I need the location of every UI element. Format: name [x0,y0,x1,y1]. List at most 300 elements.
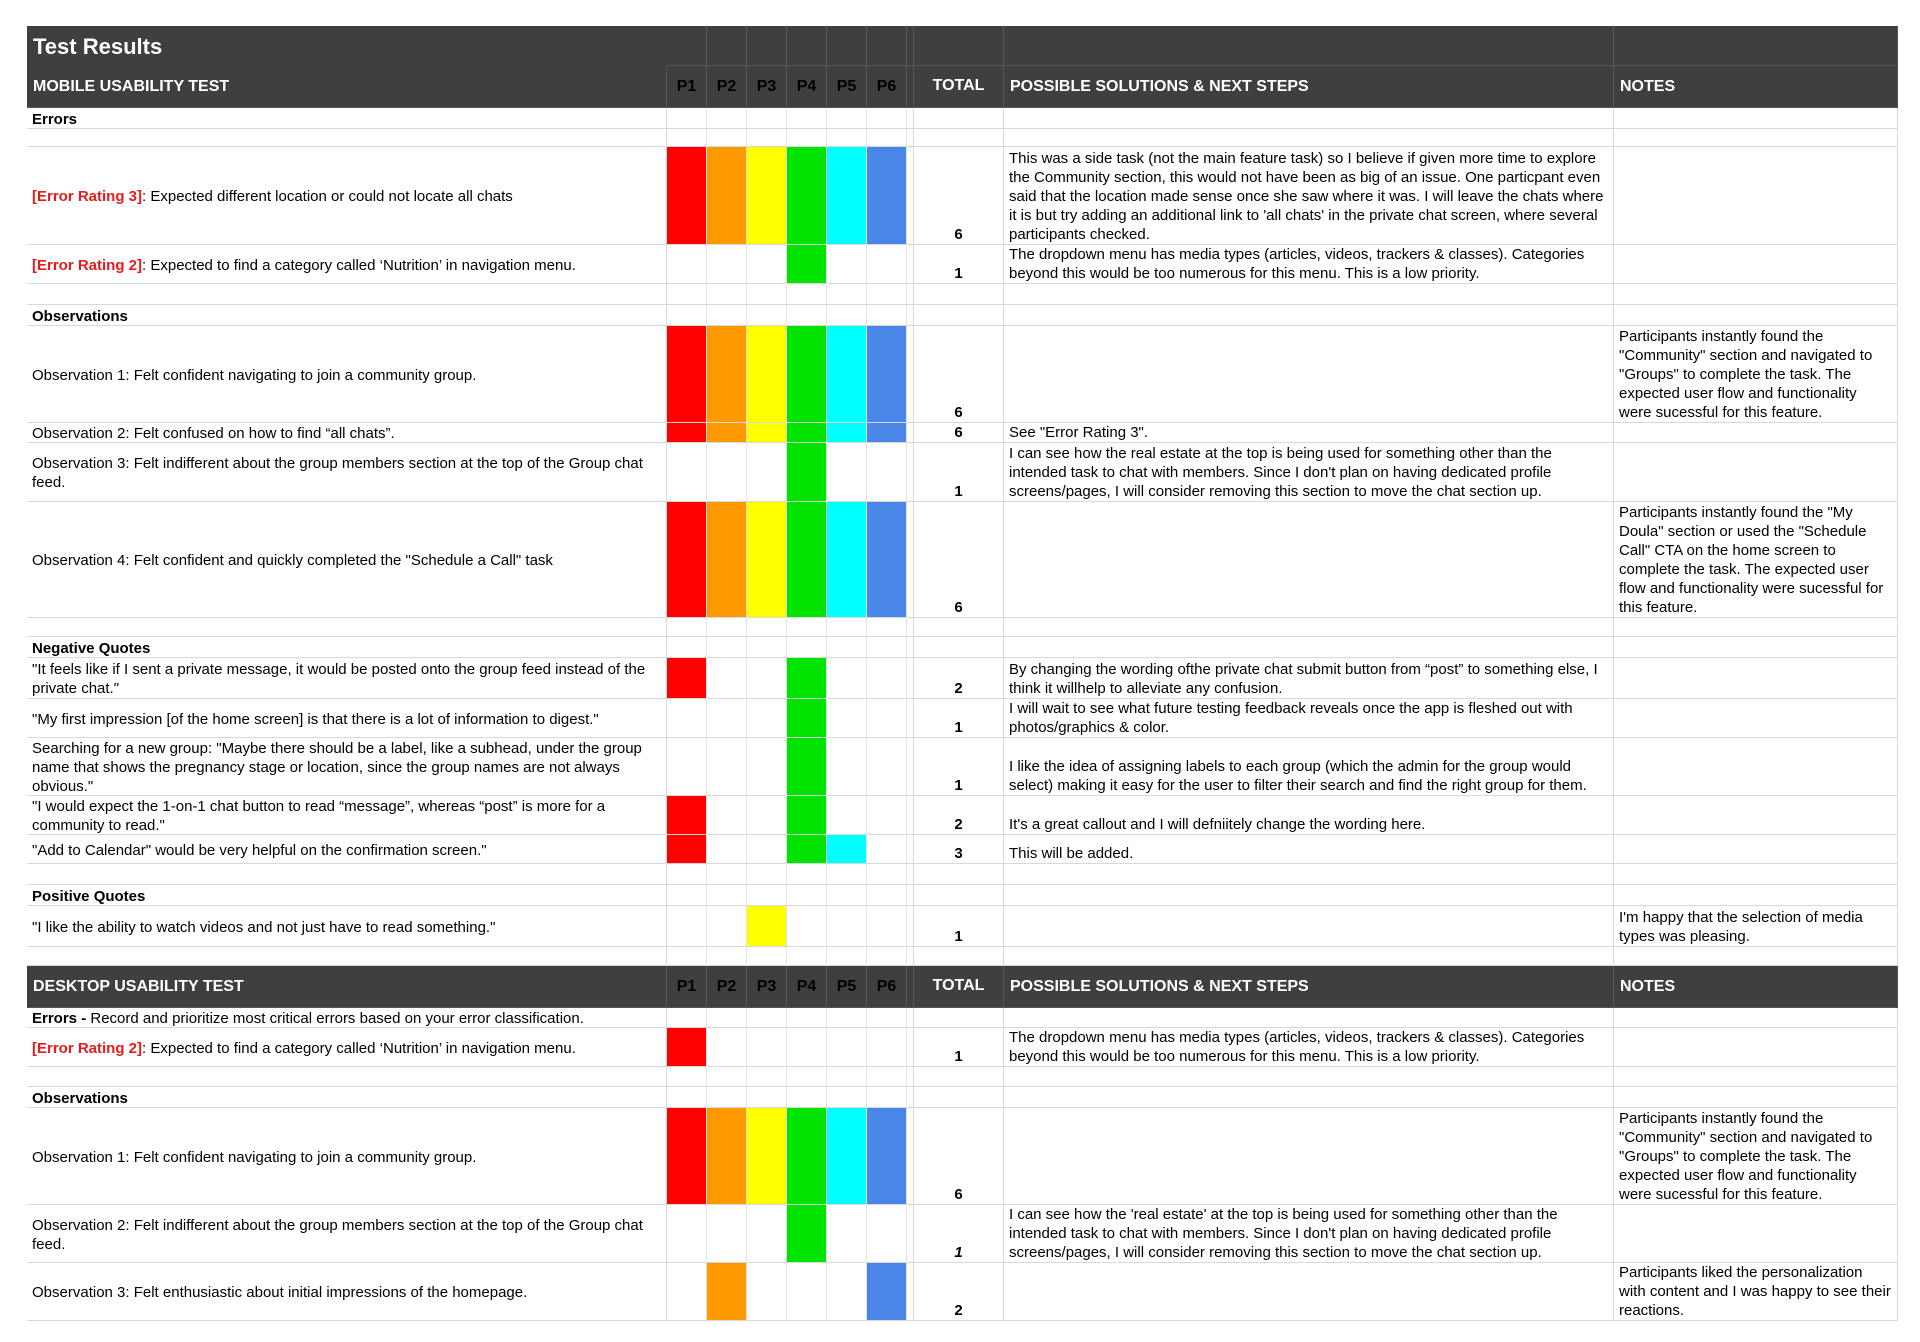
participant-p3-mark[interactable] [747,658,787,699]
participant-p6-mark[interactable] [867,658,907,699]
participant-cell[interactable] [787,284,827,305]
participant-p2-mark[interactable] [707,423,747,443]
participant-p1-mark[interactable] [667,796,707,835]
participant-cell[interactable] [747,1008,787,1028]
gap-cell[interactable] [907,1087,914,1108]
notes-cell[interactable] [1614,1008,1898,1028]
total-cell[interactable] [914,443,1004,502]
total-cell[interactable] [914,637,1004,658]
participant-header-p6[interactable] [867,966,907,1008]
gap-cell[interactable] [907,305,914,326]
total-cell[interactable] [914,129,1004,147]
notes-cell[interactable] [1614,738,1898,796]
notes-cell[interactable] [1614,699,1898,738]
participant-cell[interactable] [827,1087,867,1108]
participant-p5-mark[interactable] [827,835,867,864]
participant-p5-mark[interactable] [827,502,867,618]
gap-cell[interactable] [907,1067,914,1087]
total-cell[interactable] [914,1205,1004,1263]
participant-p2-mark[interactable] [707,906,747,947]
notes-cell[interactable] [1614,502,1898,618]
participant-header-p2[interactable] [707,966,747,1008]
notes-cell[interactable] [1614,618,1898,637]
total-cell[interactable] [914,502,1004,618]
gap-cell[interactable] [907,658,914,699]
solution-cell[interactable] [1004,305,1614,326]
total-cell[interactable] [914,906,1004,947]
participant-cell[interactable] [667,1008,707,1028]
participant-cell[interactable] [827,305,867,326]
gap-cell[interactable] [907,147,914,245]
participant-p1-mark[interactable] [667,1108,707,1205]
section-header[interactable] [27,66,667,108]
participant-cell[interactable] [827,885,867,906]
notes-cell[interactable] [1614,1263,1898,1321]
participant-cell[interactable] [747,129,787,147]
participant-p1-mark[interactable] [667,245,707,284]
gap-cell[interactable] [907,796,914,835]
participant-p3-mark[interactable] [747,1028,787,1067]
observations-item[interactable] [27,423,667,443]
solution-cell[interactable] [1004,637,1614,658]
participant-p2-mark[interactable] [707,835,747,864]
notes-cell[interactable] [1614,245,1898,284]
participant-cell[interactable] [667,947,707,966]
participant-cell[interactable] [707,1087,747,1108]
total-cell[interactable] [914,699,1004,738]
participant-cell[interactable] [827,108,867,129]
participant-p1-mark[interactable] [667,423,707,443]
participant-p3-mark[interactable] [747,502,787,618]
participant-p4-mark[interactable] [787,1028,827,1067]
participant-p3-mark[interactable] [747,796,787,835]
participant-p3-mark[interactable] [747,1205,787,1263]
participant-cell[interactable] [867,1008,907,1028]
observations-item[interactable] [27,326,667,423]
participant-cell[interactable] [707,1008,747,1028]
total-cell[interactable] [914,947,1004,966]
total-header[interactable] [914,66,1004,108]
solution-cell[interactable] [1004,423,1614,443]
participant-cell[interactable] [867,1087,907,1108]
participant-header-p6[interactable] [867,66,907,108]
solution-cell[interactable] [1004,1108,1614,1205]
solution-cell[interactable] [1004,699,1614,738]
participant-p6-mark[interactable] [867,326,907,423]
participant-p2-mark[interactable] [707,1028,747,1067]
participant-p2-mark[interactable] [707,147,747,245]
participant-cell[interactable] [667,885,707,906]
participant-p4-mark[interactable] [787,658,827,699]
participant-cell[interactable] [667,284,707,305]
participant-p3-mark[interactable] [747,423,787,443]
total-cell[interactable] [914,1067,1004,1087]
solutions-header[interactable] [1004,966,1614,1008]
participant-cell[interactable] [787,129,827,147]
total-cell[interactable] [914,423,1004,443]
participant-cell[interactable] [707,885,747,906]
total-cell[interactable] [914,796,1004,835]
participant-p6-mark[interactable] [867,245,907,284]
gap-cell[interactable] [907,885,914,906]
total-cell[interactable] [914,658,1004,699]
participant-p2-mark[interactable] [707,658,747,699]
participant-cell[interactable] [867,129,907,147]
participant-cell[interactable] [867,637,907,658]
participant-header-p4[interactable] [787,66,827,108]
participant-header-p3[interactable] [747,966,787,1008]
participant-cell[interactable] [747,108,787,129]
notes-cell[interactable] [1614,284,1898,305]
participant-p3-mark[interactable] [747,699,787,738]
task-cell[interactable] [27,129,667,147]
participant-cell[interactable] [707,1067,747,1087]
participant-cell[interactable] [667,129,707,147]
notes-cell[interactable] [1614,1108,1898,1205]
observations-item[interactable] [27,1263,667,1321]
participant-cell[interactable] [707,305,747,326]
participant-cell[interactable] [787,1087,827,1108]
observations-item[interactable] [27,443,667,502]
participant-p6-mark[interactable] [867,796,907,835]
notes-cell[interactable] [1614,129,1898,147]
participant-cell[interactable] [747,864,787,885]
participant-cell[interactable] [787,305,827,326]
participant-cell[interactable] [827,1008,867,1028]
participant-cell[interactable] [787,1067,827,1087]
participant-cell[interactable] [667,637,707,658]
header-gap[interactable] [907,966,914,1008]
solution-cell[interactable] [1004,147,1614,245]
participant-cell[interactable] [867,864,907,885]
participant-cell[interactable] [747,637,787,658]
total-cell[interactable] [914,284,1004,305]
notes-cell[interactable] [1614,1205,1898,1263]
participant-p6-mark[interactable] [867,1028,907,1067]
participant-p6-mark[interactable] [867,1205,907,1263]
participant-p3-mark[interactable] [747,326,787,423]
negative-item[interactable] [27,699,667,738]
participant-cell[interactable] [787,1008,827,1028]
notes-cell[interactable] [1614,947,1898,966]
observations-item[interactable] [27,502,667,618]
solution-cell[interactable] [1004,245,1614,284]
gap-cell[interactable] [907,423,914,443]
participant-p2-mark[interactable] [707,738,747,796]
participant-p6-mark[interactable] [867,423,907,443]
participant-p2-mark[interactable] [707,326,747,423]
notes-cell[interactable] [1614,906,1898,947]
errors-item[interactable] [27,1028,667,1067]
negative-quotes-label[interactable] [27,637,667,658]
participant-cell[interactable] [787,885,827,906]
participant-header-p3[interactable] [747,66,787,108]
participant-header-p5[interactable] [827,966,867,1008]
task-cell[interactable] [27,864,667,885]
negative-item[interactable] [27,796,667,835]
participant-p1-mark[interactable] [667,443,707,502]
solution-cell[interactable] [1004,796,1614,835]
participant-p4-mark[interactable] [787,738,827,796]
participant-cell[interactable] [867,1067,907,1087]
participant-p2-mark[interactable] [707,699,747,738]
solution-cell[interactable] [1004,906,1614,947]
participant-cell[interactable] [827,637,867,658]
participant-p6-mark[interactable] [867,502,907,618]
solution-cell[interactable] [1004,1067,1614,1087]
gap-cell[interactable] [907,947,914,966]
participant-p1-mark[interactable] [667,835,707,864]
solution-cell[interactable] [1004,108,1614,129]
participant-p5-mark[interactable] [827,147,867,245]
solution-cell[interactable] [1004,1205,1614,1263]
solutions-header[interactable] [1004,66,1614,108]
participant-cell[interactable] [747,618,787,637]
participant-p2-mark[interactable] [707,443,747,502]
participant-p5-mark[interactable] [827,796,867,835]
participant-p4-mark[interactable] [787,147,827,245]
participant-p1-mark[interactable] [667,738,707,796]
participant-p6-mark[interactable] [867,835,907,864]
participant-cell[interactable] [827,1067,867,1087]
participant-header-p5[interactable] [827,66,867,108]
participant-p5-mark[interactable] [827,738,867,796]
solution-cell[interactable] [1004,502,1614,618]
negative-item[interactable] [27,658,667,699]
notes-cell[interactable] [1614,835,1898,864]
participant-cell[interactable] [747,305,787,326]
notes-header[interactable] [1614,66,1898,108]
participant-p4-mark[interactable] [787,326,827,423]
header-gap[interactable] [907,66,914,108]
notes-cell[interactable] [1614,326,1898,423]
gap-cell[interactable] [907,284,914,305]
solution-cell[interactable] [1004,618,1614,637]
solution-cell[interactable] [1004,1028,1614,1067]
participant-cell[interactable] [707,284,747,305]
notes-cell[interactable] [1614,443,1898,502]
participant-cell[interactable] [667,1087,707,1108]
participant-cell[interactable] [787,864,827,885]
participant-p1-mark[interactable] [667,906,707,947]
participant-cell[interactable] [867,284,907,305]
participant-p5-mark[interactable] [827,245,867,284]
participant-p3-mark[interactable] [747,147,787,245]
gap-cell[interactable] [907,835,914,864]
gap-cell[interactable] [907,1028,914,1067]
participant-p5-mark[interactable] [827,1263,867,1321]
participant-p1-mark[interactable] [667,1263,707,1321]
participant-cell[interactable] [707,618,747,637]
participant-cell[interactable] [667,108,707,129]
participant-cell[interactable] [787,637,827,658]
gap-cell[interactable] [907,108,914,129]
gap-cell[interactable] [907,637,914,658]
gap-cell[interactable] [907,1108,914,1205]
solution-cell[interactable] [1004,864,1614,885]
participant-cell[interactable] [667,864,707,885]
notes-cell[interactable] [1614,147,1898,245]
solution-cell[interactable] [1004,658,1614,699]
solution-cell[interactable] [1004,284,1614,305]
participant-p1-mark[interactable] [667,1028,707,1067]
total-cell[interactable] [914,885,1004,906]
desktop-observations-label[interactable] [27,1087,667,1108]
gap-cell[interactable] [907,326,914,423]
negative-item[interactable] [27,738,667,796]
participant-p6-mark[interactable] [867,1108,907,1205]
participant-p4-mark[interactable] [787,1263,827,1321]
participant-p4-mark[interactable] [787,835,827,864]
participant-cell[interactable] [867,108,907,129]
notes-header[interactable] [1614,966,1898,1008]
task-cell[interactable] [27,618,667,637]
solution-cell[interactable] [1004,738,1614,796]
participant-p1-mark[interactable] [667,699,707,738]
participant-p3-mark[interactable] [747,738,787,796]
participant-p5-mark[interactable] [827,423,867,443]
participant-p2-mark[interactable] [707,1263,747,1321]
participant-cell[interactable] [747,885,787,906]
positive-item[interactable] [27,906,667,947]
participant-p3-mark[interactable] [747,906,787,947]
participant-p1-mark[interactable] [667,326,707,423]
total-cell[interactable] [914,108,1004,129]
participant-p4-mark[interactable] [787,906,827,947]
participant-cell[interactable] [667,1067,707,1087]
solution-cell[interactable] [1004,443,1614,502]
participant-p4-mark[interactable] [787,699,827,738]
participant-cell[interactable] [867,947,907,966]
participant-p5-mark[interactable] [827,1108,867,1205]
gap-cell[interactable] [907,1205,914,1263]
gap-cell[interactable] [907,618,914,637]
participant-cell[interactable] [827,129,867,147]
gap-cell[interactable] [907,738,914,796]
participant-cell[interactable] [707,947,747,966]
notes-cell[interactable] [1614,1028,1898,1067]
participant-header-p2[interactable] [707,66,747,108]
gap-cell[interactable] [907,864,914,885]
participant-p6-mark[interactable] [867,699,907,738]
participant-cell[interactable] [747,1067,787,1087]
solution-cell[interactable] [1004,1263,1614,1321]
solution-cell[interactable] [1004,1008,1614,1028]
participant-cell[interactable] [707,129,747,147]
section-header[interactable] [27,966,667,1008]
participant-p3-mark[interactable] [747,1108,787,1205]
participant-p3-mark[interactable] [747,245,787,284]
notes-cell[interactable] [1614,864,1898,885]
task-cell[interactable] [27,947,667,966]
participant-p4-mark[interactable] [787,443,827,502]
observations-label[interactable] [27,305,667,326]
participant-cell[interactable] [827,947,867,966]
gap-cell[interactable] [907,443,914,502]
solution-cell[interactable] [1004,835,1614,864]
gap-cell[interactable] [907,699,914,738]
solution-cell[interactable] [1004,129,1614,147]
total-cell[interactable] [914,1087,1004,1108]
total-cell[interactable] [914,147,1004,245]
notes-cell[interactable] [1614,885,1898,906]
task-cell[interactable] [27,1067,667,1087]
participant-header-p4[interactable] [787,966,827,1008]
gap-cell[interactable] [907,245,914,284]
participant-cell[interactable] [667,618,707,637]
gap-cell[interactable] [907,906,914,947]
gap-cell[interactable] [907,1263,914,1321]
participant-cell[interactable] [787,947,827,966]
participant-cell[interactable] [747,947,787,966]
participant-p5-mark[interactable] [827,1205,867,1263]
total-cell[interactable] [914,1263,1004,1321]
participant-p1-mark[interactable] [667,502,707,618]
participant-p2-mark[interactable] [707,1205,747,1263]
total-cell[interactable] [914,835,1004,864]
solution-cell[interactable] [1004,885,1614,906]
participant-p1-mark[interactable] [667,1205,707,1263]
participant-cell[interactable] [747,284,787,305]
desktop-errors-label[interactable] [27,1008,667,1028]
participant-p5-mark[interactable] [827,326,867,423]
participant-p6-mark[interactable] [867,1263,907,1321]
negative-item[interactable] [27,835,667,864]
participant-p4-mark[interactable] [787,245,827,284]
total-cell[interactable] [914,1028,1004,1067]
participant-cell[interactable] [867,618,907,637]
notes-cell[interactable] [1614,1067,1898,1087]
participant-cell[interactable] [867,885,907,906]
total-header[interactable] [914,966,1004,1008]
participant-cell[interactable] [787,618,827,637]
participant-header-p1[interactable] [667,966,707,1008]
participant-p3-mark[interactable] [747,835,787,864]
total-cell[interactable] [914,618,1004,637]
total-cell[interactable] [914,326,1004,423]
total-cell[interactable] [914,1108,1004,1205]
total-cell[interactable] [914,1008,1004,1028]
participant-p4-mark[interactable] [787,1108,827,1205]
participant-cell[interactable] [867,305,907,326]
participant-p5-mark[interactable] [827,443,867,502]
participant-p6-mark[interactable] [867,147,907,245]
participant-p4-mark[interactable] [787,796,827,835]
participant-p4-mark[interactable] [787,1205,827,1263]
task-cell[interactable] [27,284,667,305]
participant-p2-mark[interactable] [707,796,747,835]
participant-cell[interactable] [747,1087,787,1108]
total-cell[interactable] [914,305,1004,326]
notes-cell[interactable] [1614,423,1898,443]
solution-cell[interactable] [1004,947,1614,966]
participant-p5-mark[interactable] [827,658,867,699]
participant-p3-mark[interactable] [747,443,787,502]
participant-p5-mark[interactable] [827,1028,867,1067]
solution-cell[interactable] [1004,1087,1614,1108]
notes-cell[interactable] [1614,305,1898,326]
solution-cell[interactable] [1004,326,1614,423]
participant-p4-mark[interactable] [787,423,827,443]
participant-p1-mark[interactable] [667,147,707,245]
observations-item[interactable] [27,1108,667,1205]
participant-p3-mark[interactable] [747,1263,787,1321]
positive-quotes-label[interactable] [27,885,667,906]
total-cell[interactable] [914,738,1004,796]
participant-p5-mark[interactable] [827,699,867,738]
participant-cell[interactable] [827,864,867,885]
notes-cell[interactable] [1614,658,1898,699]
